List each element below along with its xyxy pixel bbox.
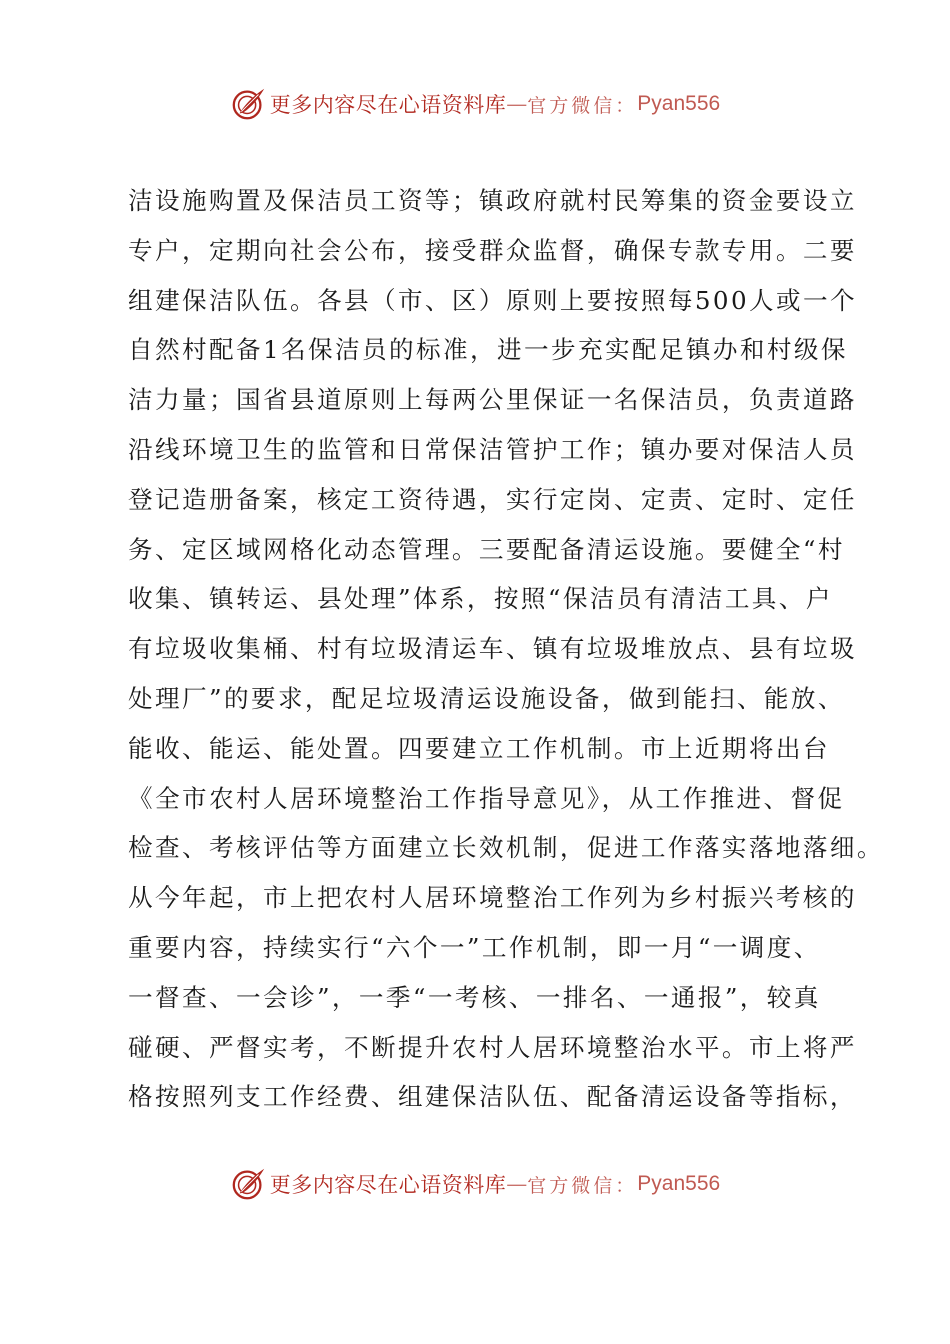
body-line: 有垃圾收集桶、村有垃圾清运车、镇有垃圾堆放点、县有垃圾: [128, 634, 857, 664]
body-line: 格按照列支工作经费、组建保洁队伍、配备清运设备等指标，: [128, 1082, 857, 1112]
body-line: 登记造册备案，核定工资待遇，实行定岗、定责、定时、定任: [128, 484, 857, 514]
body-line: 洁力量；国省县道原则上每两公里保证一名保洁员，负责道路: [128, 385, 857, 415]
banner-separator: —: [506, 1172, 528, 1196]
wechat-id: Pyan556: [637, 92, 721, 115]
body-line: 自然村配备1名保洁员的标准，进一步充实配足镇办和村级保: [128, 335, 848, 365]
wechat-label: 官方微信：: [527, 94, 638, 117]
wechat-label: 官方微信：: [527, 1174, 638, 1197]
brand-text: 更多内容尽在心语资料库: [269, 1173, 507, 1197]
body-line: 重要内容，持续实行“六个一”工作机制，即一月“一调度、: [128, 932, 821, 962]
body-line: 能收、能运、能处置。四要建立工作机制。市上近期将出台: [128, 733, 830, 763]
wechat-id: Pyan556: [637, 1172, 721, 1195]
body-line: 组建保洁队伍。各县（市、区）原则上要按照每500人或一个: [128, 285, 857, 315]
body-line: 沿线环境卫生的监管和日常保洁管护工作；镇办要对保洁人员: [128, 434, 857, 464]
document-body: [128, 176, 884, 1122]
body-line: 处理厂”的要求，配足垃圾清运设施设备，做到能扫、能放、: [128, 683, 845, 713]
body-line: 检查、考核评估等方面建立长效机制，促进工作落实落地落细。: [128, 833, 884, 863]
body-line: 专户，定期向社会公布，接受群众监督，确保专款专用。二要: [128, 235, 857, 265]
footer-banner: [0, 1162, 950, 1206]
body-line: 收集、镇转运、县处理”体系，按照“保洁员有清洁工具、户: [128, 584, 833, 614]
body-line: 一督查、一会诊”，一季“一考核、一排名、一通报”，较真: [128, 982, 821, 1012]
body-line: 碰硬、严督实考，不断提升农村人居环境整治水平。市上将严: [128, 1032, 857, 1062]
banner-separator: —: [506, 92, 528, 116]
body-line: 从今年起，市上把农村人居环境整治工作列为乡村振兴考核的: [128, 883, 857, 913]
quill-logo-icon: [230, 85, 268, 123]
brand-text: 更多内容尽在心语资料库: [269, 93, 507, 117]
body-line: 务、定区域网格化动态管理。三要配备清运设施。要健全“村: [128, 534, 845, 564]
body-line: 《全市农村人居环境整治工作指导意见》，从工作推进、督促: [128, 783, 845, 813]
body-line: 洁设施购置及保洁员工资等；镇政府就村民筹集的资金要设立: [128, 186, 857, 215]
quill-logo-icon: [230, 1165, 268, 1203]
header-banner: [0, 82, 950, 126]
